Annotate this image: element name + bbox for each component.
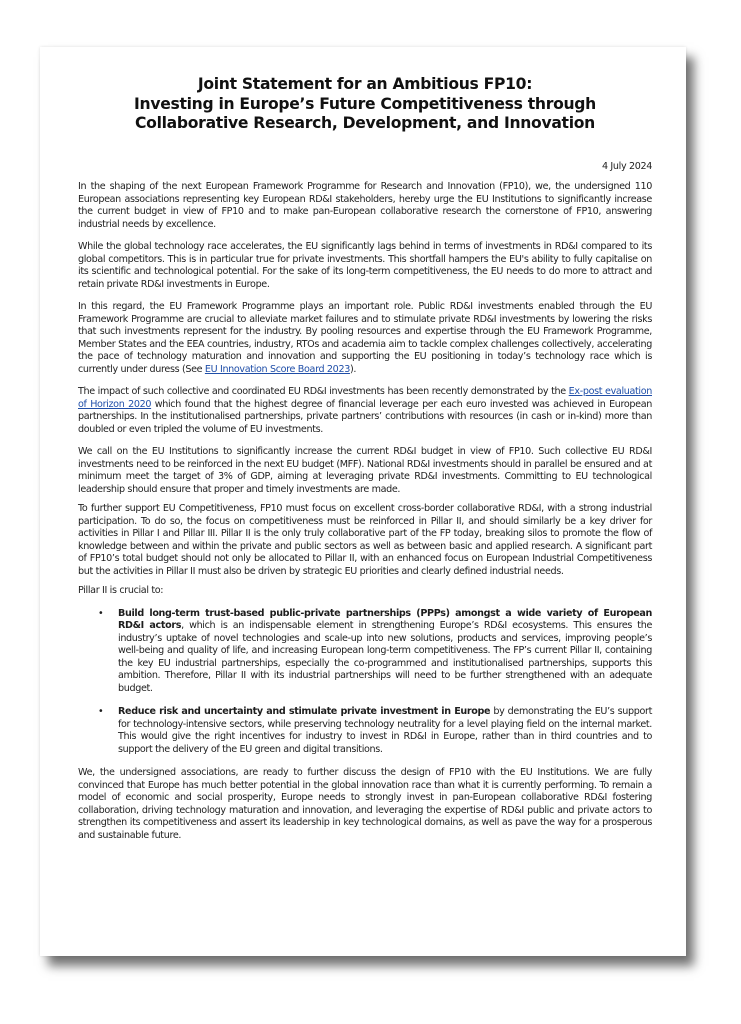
horizon-2020-evaluation-link[interactable]: Ex-post evaluation of Horizon 2020 <box>78 386 652 410</box>
paragraph-competitiveness: To further support EU Competitiveness, FP10 must focus on excellent cross-border collaborative RD&I, with a strong industrial participation. To do so, the focus on competitiveness must be reinforced in Pillar II, and should similarly be a key driver for activities in Pillar I and Pillar III. Pillar II is the only truly collaborative part of the FP today, breaking silos to promote the flow of knowledge between and within the private and public sectors as well as between basic and applied research. A significant part of FP10’s total budget should not only be allocated to Pillar II, with an enhanced focus on European Industrial Competitiveness but the activities in Pillar II must also be driven by strategic EU priorities and clearly defined industrial needs. <box>78 503 652 577</box>
title-line-3: Collaborative Research, Development, and Innovation <box>135 114 595 132</box>
document-date: 4 July 2024 <box>601 160 652 172</box>
document-title <box>78 75 652 134</box>
bullet-icon: • <box>98 706 104 717</box>
title-line-2: Investing in Europe’s Future Competitiveness through <box>134 94 596 113</box>
paragraph-text: The impact of such collective and coordinated EU RD&I investments has been recently demonstrated by the <box>78 386 569 397</box>
paragraph-text: ). <box>349 363 357 375</box>
bullet-icon: • <box>98 607 104 619</box>
paragraph-pillar-intro: Pillar II is crucial to: <box>78 585 164 596</box>
paragraph-intro: In the shaping of the next European Framework Programme for Research and Innovation (FP10), we, the undersigned 110 European associations representing key European RD&I stakeholders, hereby urge the EU Institutions to significantly increase the current budget in view of FP10 and to make pan-European collaborative research the cornerstone of FP10, answering industrial needs by excellence. <box>78 181 652 230</box>
paragraph-call-to-action: We call on the EU Institutions to significantly increase the current RD&I budget in view of FP10. Such collective EU RD&I investments need to be reinforced in the next EU budget (MFF). National RD&I investments should in parallel be ensured and at minimum meet the target of 3% of GDP, aiming at leveraging private RD&I investments. Committing to EU technological leadership should ensure that proper and timely investments are made. <box>78 446 652 495</box>
list-item-heading: Reduce risk and uncertainty and stimulate private investment in Europe <box>118 706 491 717</box>
pillar-list <box>78 608 652 757</box>
list-item <box>78 608 652 696</box>
list-item <box>78 706 652 756</box>
document-page <box>40 47 686 956</box>
paragraph-framework-role <box>78 301 652 376</box>
list-item-text: by demonstrating the EU’s support for technology-intensive sectors, while preserving technology neutrality for a level playing field on the internal market. This would give the right incentives for industry to invest in RD&I in Europe, rather than in third countries and to support the delivery of the EU green and digital transitions. <box>118 706 653 755</box>
paragraph-text: In this regard, the EU Framework Programme plays an important role. Public RD&I investments enabled through the EU Framework Programme are crucial to alleviate market failures and to stimulate private RD&I investments by lowering the risks that such investments represent for the industry. By pooling resources and expertise through the EU Framework Programme, Member States and the EEA countries, industry, RTOs and academia aim to tackle complex challenges collectively, accelerating the pace of technology maturation and innovation and supporting the EU positioning in today’s technology race which is currently under duress (See <box>78 301 652 375</box>
document-content <box>78 75 652 852</box>
paragraph-technology-race: While the global technology race accelerates, the EU significantly lags behind in terms of investments in RD&I compared to its global competitors. This is in particular true for private investments. This shortfall hampers the EU's ability to fully capitalise on its scientific and technological potential. For the sake of its long-term competitiveness, the EU needs to do more to attract and retain private RD&I investments in Europe. <box>78 241 652 290</box>
paragraph-impact <box>78 386 652 436</box>
paragraph-conclusion: We, the undersigned associations, are ready to further discuss the design of FP10 with the EU Institutions. We are fully convinced that Europe has much better potential in the global innovation race than what it is currently performing. To remain a model of economic and social prosperity, Europe needs to strongly invest in pan-European collaborative RD&I fostering collaboration, driving technology maturation and innovation, and leveraging the expertise of RD&I public and private actors to strengthen its competitiveness and assert its leadership in key technological domains, as well as pave the way for a prosperous and sustainable future. <box>78 767 652 841</box>
title-line-1: Joint Statement for an Ambitious FP10: <box>197 75 533 93</box>
list-item-heading: Build long-term trust-based public-private partnerships (PPPs) amongst a wide variety of European RD&I actors <box>118 607 652 631</box>
paragraph-text: which found that the highest degree of financial leverage per each euro invested was achieved in European partnerships. In the institutionalised partnerships, private partners’ contributions with resources (in cash or in-kind) more than doubled or even tripled the volume of EU investments. <box>78 398 652 435</box>
innovation-scoreboard-link[interactable]: EU Innovation Score Board 2023 <box>204 363 350 375</box>
list-item-text: , which is an indispensable element in strengthening Europe’s RD&I ecosystems. This ensures the industry’s uptake of novel technologies and scale-up into new solutions, products and services, improving people’s well-being and quality of life, and increasing European long-term competitiveness. The FP’s current Pillar II, containing the key EU industrial partnerships, especially the co-programmed and institutionalised partnerships, supports this ambition. Therefore, Pillar II with its industrial partnerships will need to be further strengthened with an adequate budget. <box>118 620 652 694</box>
